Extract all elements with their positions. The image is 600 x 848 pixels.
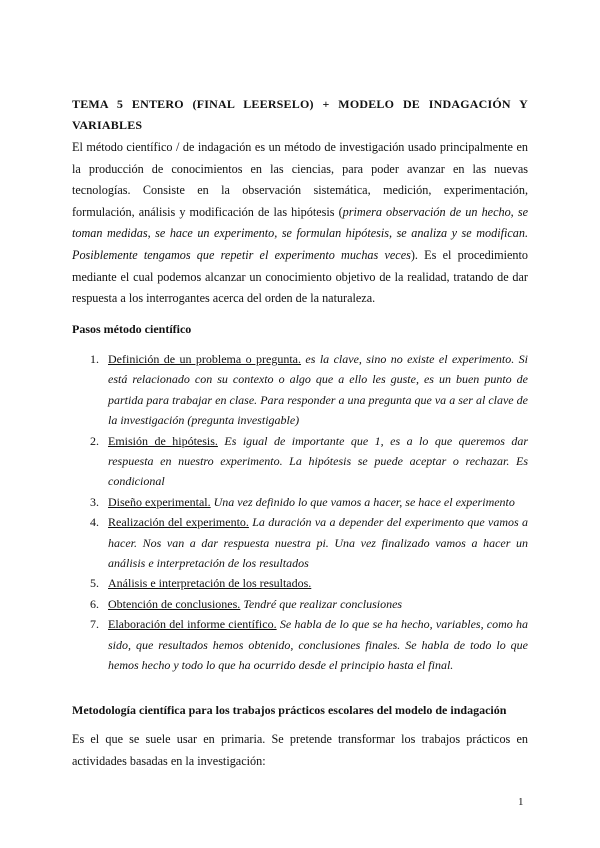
step-description: Se habla de lo que se ha hecho, variables, como ha sido, que resultados hemos obtenido, conclusiones finales. Se habla de todo lo que hemos hecho y todo lo que ha ocurrido desde el principio hasta el final. xyxy=(108,617,528,673)
steps-list xyxy=(72,349,528,676)
step-number: 4. xyxy=(90,515,99,530)
step-number: 3. xyxy=(90,494,99,509)
intro-text-after: ). Es el procedimiento mediante el cual podemos alcanzar un conocimiento objetivo de la realidad, tratando de dar respuesta a los interrogantes acerca del orden de la naturaleza. xyxy=(72,247,528,306)
step-description: es la clave, sino no existe el experimento. Si está relacionado con su contexto o algo que a ello les guste, es un buen punto de partida para trabajar en clase. Para responder a una pregunta que va a ser al clave de la investigación (pregunta investigable) xyxy=(108,352,528,428)
step-title: Obtención de conclusiones. xyxy=(108,596,241,611)
step-item xyxy=(72,512,528,573)
step-number: 5. xyxy=(90,576,99,591)
step-item xyxy=(72,614,528,675)
step-item xyxy=(72,431,528,492)
metodologia-heading: Metodología científica para los trabajos prácticos escolares del modelo de indagación xyxy=(72,703,507,717)
metodologia-paragraph: Es el que se suele usar en primaria. Se pretende transformar los trabajos prácticos en actividades basadas en la investigación: xyxy=(72,732,528,768)
step-description: Una vez definido lo que vamos a hacer, se hace el experimento xyxy=(210,494,515,509)
step-description: Tendré que realizar conclusiones xyxy=(240,596,403,611)
intro-text-before: El método científico / de indagación es un método de investigación usado principalmente en la producción de conocimientos en las ciencias, para poder avanzar en las nuevas tecnologías. Consiste en la observación sistemática, medición, experimentación, formulación, análisis y modificación de las hipótesis ( xyxy=(72,140,528,219)
step-title: Realización del experimento. xyxy=(108,515,249,530)
step-title: Análisis e interpretación de los resultados. xyxy=(108,576,312,591)
page-number: 1 xyxy=(518,796,524,808)
pasos-heading: Pasos método científico xyxy=(72,322,192,336)
step-title: Emisión de hipótesis. xyxy=(108,433,218,448)
step-item xyxy=(72,594,528,614)
step-title: Diseño experimental. xyxy=(108,494,211,509)
step-number: 6. xyxy=(90,596,99,611)
step-item xyxy=(72,349,528,431)
intro-italic-text: primera observación de un hecho, se toman medidas, se hace un experimento, se formulan hipótesis, se analiza y se modifican. Posiblemente tengamos que repetir el experimento muchas veces xyxy=(72,204,528,262)
document-title: TEMA 5 ENTERO (FINAL LEERSELO) + MODELO DE INDAGACIÓN Y VARIABLES xyxy=(72,97,528,132)
step-item xyxy=(72,573,528,593)
step-description: Es igual de importante que 1, es a lo que queremos dar respuesta en nuestro experimento. La hipótesis se puede aceptar o rechazar. Es condicional xyxy=(108,433,528,489)
step-title: Elaboración del informe científico. xyxy=(108,617,277,632)
step-number: 1. xyxy=(90,352,99,366)
step-number: 7. xyxy=(90,617,99,632)
step-description: La duración va a depender del experimento que vamos a hacer. Nos van a dar respuesta nuestra pi. Una vez finalizado vamos a hacer un análisis e interpretación de los resultados xyxy=(108,515,528,571)
step-number: 2. xyxy=(90,433,99,448)
step-item xyxy=(72,492,528,512)
step-title: Definición de un problema o pregunta. xyxy=(108,352,302,366)
intro-paragraph xyxy=(72,137,528,310)
